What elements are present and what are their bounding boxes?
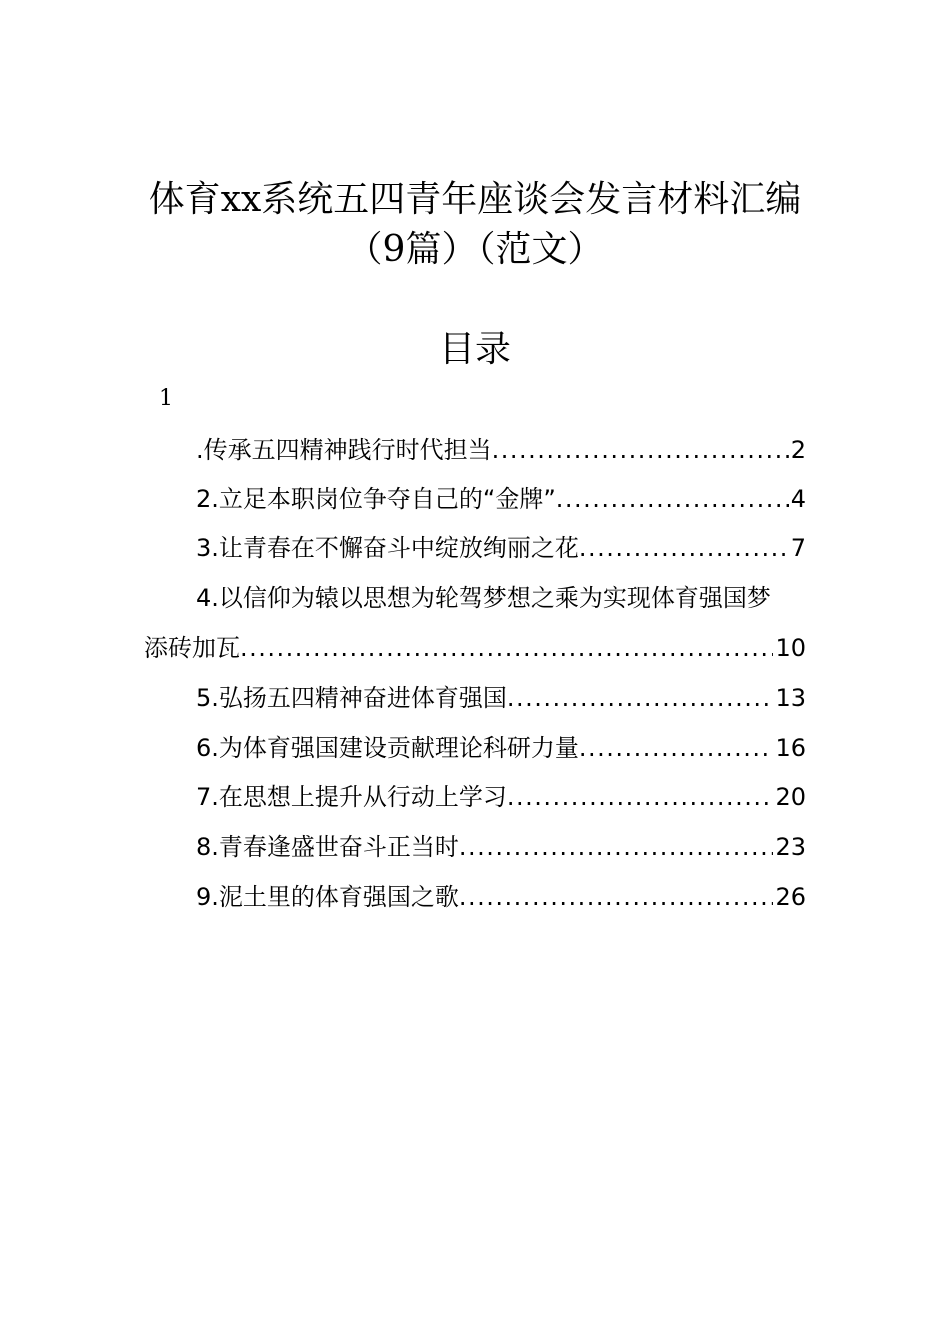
toc-entry-page: 13 xyxy=(775,684,806,712)
toc-leader-dots xyxy=(556,481,789,517)
document-title-line2 xyxy=(0,226,950,274)
toc-entry[interactable] xyxy=(144,432,806,468)
toc-entry-text: 4.以信仰为辕以思想为轮驾梦想之乘为实现体育强国梦 xyxy=(196,584,771,612)
toc-entry-page: 20 xyxy=(775,783,806,811)
toc-entry[interactable] xyxy=(144,730,806,766)
toc-leader-dots xyxy=(240,630,773,666)
title-part-latin: xx xyxy=(220,179,262,220)
toc-leader-dots xyxy=(579,730,774,766)
toc-entry[interactable] xyxy=(144,680,806,716)
title-part: （ xyxy=(346,229,383,270)
toc-entry-page: 23 xyxy=(775,833,806,861)
toc-leader-dots xyxy=(492,432,789,468)
toc-entry-continuation[interactable] xyxy=(144,630,806,666)
toc-leader-dots xyxy=(459,829,774,865)
toc-heading: 目录 xyxy=(438,329,511,370)
toc-entry-text: 6.为体育强国建设贡献理论科研力量 xyxy=(196,734,579,762)
toc-entry-page: 7 xyxy=(790,534,806,562)
toc-entry-page: 16 xyxy=(775,734,806,762)
toc-entry[interactable] xyxy=(144,481,806,517)
document-title-line1 xyxy=(0,176,950,224)
toc-entry[interactable] xyxy=(144,829,806,865)
toc-entry-text: .传承五四精神践行时代担当 xyxy=(196,436,492,464)
toc-entry-page: 4 xyxy=(790,485,806,513)
toc-entry-text: 9.泥土里的体育强国之歌 xyxy=(196,883,459,911)
toc-leader-dots xyxy=(507,779,774,815)
toc-entry-page: 10 xyxy=(775,634,806,662)
toc-entry[interactable] xyxy=(144,530,806,566)
toc-entry-text: 3.让青春在不懈奋斗中绽放绚丽之花 xyxy=(196,534,579,562)
title-part: 篇）（范文） xyxy=(405,229,604,270)
title-part-latin: 9 xyxy=(382,229,406,270)
toc-leader-dots xyxy=(507,680,774,716)
toc-entry-page: 2 xyxy=(790,436,806,464)
stray-number: 1 xyxy=(159,386,173,411)
toc-entry[interactable] xyxy=(144,879,806,915)
toc-entry[interactable] xyxy=(144,580,806,616)
toc-entry-text-cont: 添砖加瓦 xyxy=(144,634,240,662)
toc-entry[interactable] xyxy=(144,779,806,815)
toc-entry-page: 26 xyxy=(775,883,806,911)
title-part: 系统五四青年座谈会发言材料汇编 xyxy=(261,179,802,220)
toc-entry-text: 2.立足本职岗位争夺自己的“金牌” xyxy=(196,485,556,513)
toc-leader-dots xyxy=(579,530,789,566)
toc-leader-dots xyxy=(459,879,774,915)
title-part: 体育 xyxy=(148,179,221,220)
toc-entry-text: 7.在思想上提升从行动上学习 xyxy=(196,783,507,811)
toc-entry-text: 8.青春逢盛世奋斗正当时 xyxy=(196,833,459,861)
toc-entry-text: 5.弘扬五四精神奋进体育强国 xyxy=(196,684,507,712)
